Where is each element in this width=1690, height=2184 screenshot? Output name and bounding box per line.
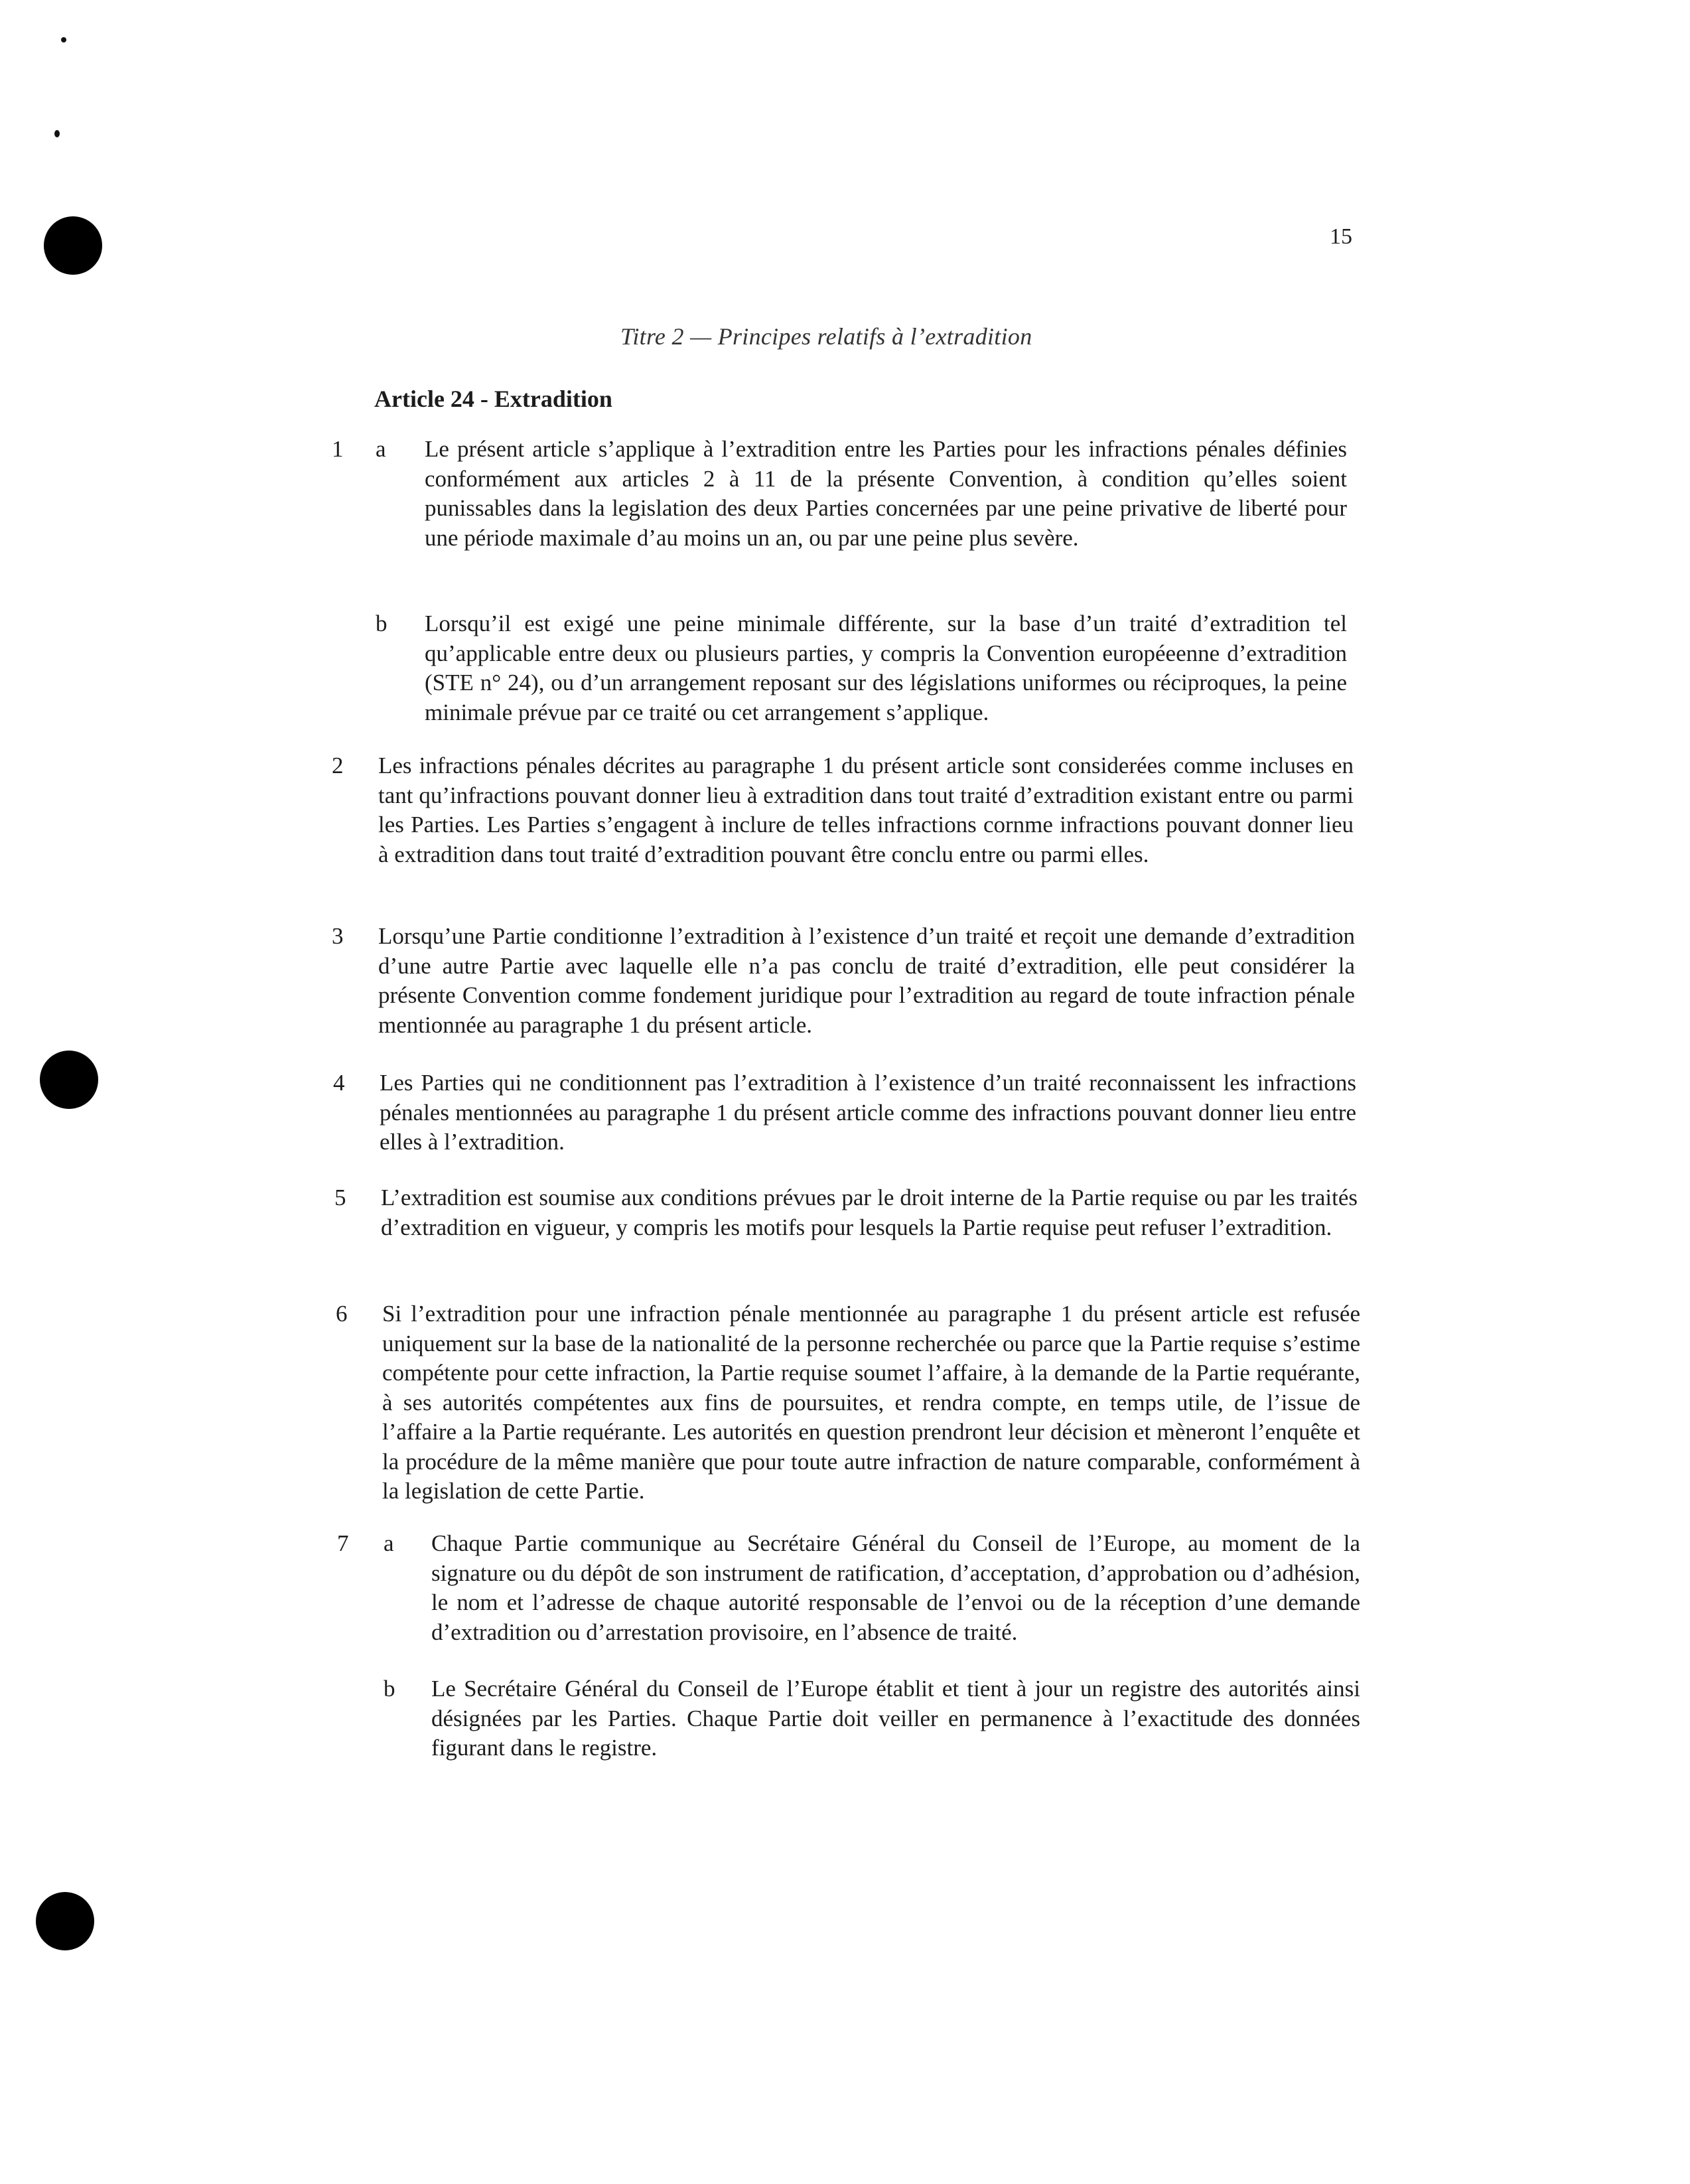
paragraph-7a <box>337 1529 1360 1647</box>
scan-speck <box>54 130 60 137</box>
paragraph-number: 1 <box>332 436 344 462</box>
paragraph-1a <box>332 435 1347 553</box>
paragraph-text: Le Secrétaire Général du Conseil de l’Europe établit et tient à jour un registre des autorités ainsi désignées par les Parties. Chaque Partie doit veiller en permanence à l’exactitude des données figurant dans le registre. <box>431 1676 1360 1761</box>
subparagraph-letter: a <box>384 1530 394 1556</box>
paragraph-number: 7 <box>337 1530 349 1556</box>
paragraph-text: Les Parties qui ne conditionnent pas l’extradition à l’existence d’un traité reconnaissent les infractions pénales mentionnées au paragraphe 1 du présent article comme des infractions pouvant donner lieu entre elles à l’extradition. <box>380 1070 1356 1155</box>
paragraph-number: 5 <box>334 1185 346 1210</box>
subparagraph-letter: a <box>376 436 386 462</box>
scan-speck <box>61 37 66 42</box>
paragraph-2 <box>332 751 1354 869</box>
paragraph-text: L’extradition est soumise aux conditions prévues par le droit interne de la Partie requise ou par les traités d’extradition en vigueur, y compris les motifs pour lesquels la Partie requise peut refuser l’extradition. <box>381 1185 1358 1240</box>
paragraph-1b <box>376 609 1347 727</box>
paragraph-text: Le présent article s’applique à l’extradition entre les Parties pour les infractions pénales définies conformément aux articles 2 à 11 de la présente Convention, à condition qu’elles soient punissables dans la legislation des deux Parties concernées par une peine privative de liberté pour une période maximale d’au moins un an, ou par une peine plus sevère. <box>425 436 1347 551</box>
paragraph-text: Chaque Partie communique au Secrétaire Général du Conseil de l’Europe, au moment de la signature ou du dépôt de son instrument de ratification, d’acceptation, d’approbation ou d’adhésion, le nom et l’adresse de chaque autorité responsable de l’envoi ou de la réception d’une demande d’extradition ou d’arrestation provisoire, en l’absence de traité. <box>431 1530 1360 1645</box>
subparagraph-letter: b <box>384 1676 395 1702</box>
paragraph-3 <box>332 922 1355 1040</box>
punch-hole <box>44 216 102 275</box>
paragraph-text: Si l’extradition pour une infraction pénale mentionnée au paragraphe 1 du présent article est refusée uniquement sur la base de la nationalité de la personne recherchée ou parce que la Partie requise s’estime compétente pour cette infraction, la Partie requise soumet l’affaire, à la demande de la Partie requérante, à ses autorités compétentes aux fins de poursuites, et rendra compte, en temps utile, de l’issue de l’affaire a la Partie requérante. Les autorités en question prendront leur décision et mèneront l’enquête et la procédure de la même manière que pour toute autre infraction de nature comparable, conformément à la legislation de cette Partie. <box>382 1301 1360 1504</box>
punch-hole <box>36 1892 94 1950</box>
paragraph-number: 2 <box>332 753 344 778</box>
paragraph-number: 3 <box>332 923 344 949</box>
punch-hole <box>40 1051 98 1109</box>
paragraph-6 <box>336 1299 1360 1506</box>
paragraph-text: Lorsqu’une Partie conditionne l’extradition à l’existence d’un traité et reçoit une demande d’extradition d’une autre Partie avec laquelle elle n’a pas conclu de traité d’extradition, elle peut considérer la présente Convention comme fondement juridique pour l’extradition au regard de toute infraction pénale mentionnée au paragraphe 1 du présent article. <box>378 923 1355 1038</box>
paragraph-text: Les infractions pénales décrites au paragraphe 1 du présent article sont considerées comme incluses en tant qu’infractions pouvant donner lieu à extradition dans tout traité d’extradition existant entre ou parmi les Parties. Les Parties s’engagent à inclure de telles infractions cornme infractions pouvant donner lieu à extradition dans tout traité d’extradition pouvant être conclu entre ou parmi elles. <box>378 753 1354 867</box>
page-number: 15 <box>1330 224 1352 249</box>
paragraph-7b <box>384 1674 1360 1763</box>
paragraph-5 <box>334 1183 1358 1242</box>
paragraph-number: 6 <box>336 1301 348 1327</box>
paragraph-number: 4 <box>333 1070 345 1096</box>
paragraph-text: Lorsqu’il est exigé une peine minimale différente, sur la base d’un traité d’extradition tel qu’applicable entre deux ou plusieurs parties, y compris la Convention européeenne d’extradition (STE n° 24), ou d’un arrangement reposant sur des législations uniformes ou réciproques, la peine minimale prévue par ce traité ou cet arrangement s’applique. <box>425 611 1347 725</box>
subparagraph-letter: b <box>376 611 387 636</box>
article-heading: Article 24 - Extradition <box>374 386 612 412</box>
paragraph-4 <box>333 1068 1356 1157</box>
title-heading: Titre 2 — Principes relatifs à l’extradition <box>620 323 1032 350</box>
